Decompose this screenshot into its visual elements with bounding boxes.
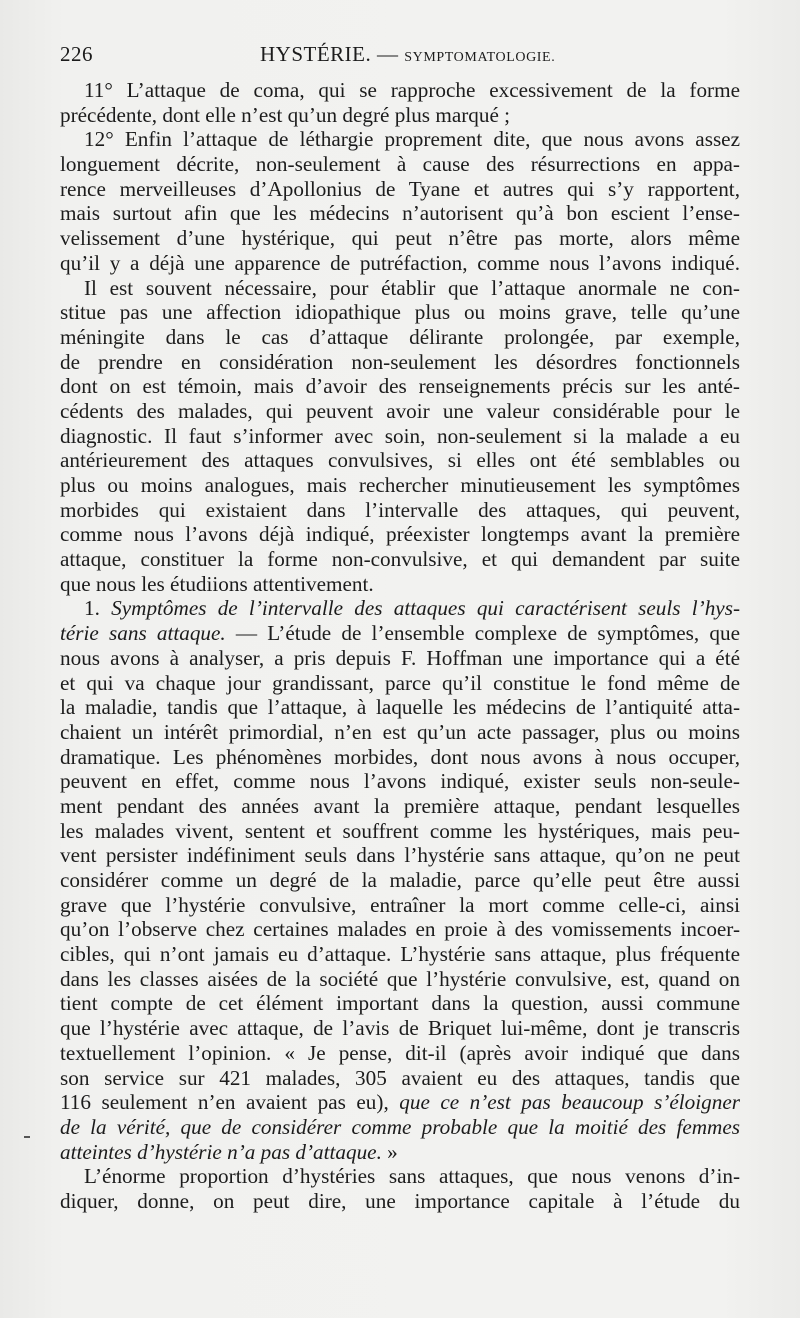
text-line	[60, 720, 740, 745]
text-line	[60, 745, 740, 770]
italic-text: atteintes d’hystérie n’a pas d’attaque.	[60, 1139, 382, 1164]
text-segment: 1.	[84, 596, 112, 621]
text-segment: qu’on l’observe chez certaines malades en proie à des vomissements incoer-	[60, 917, 740, 942]
text-segment: diagnostic. Il faut s’informer avec soin, non-seulement si la malade a eu	[60, 423, 740, 448]
text-segment: qu’il y a déjà une apparence de putréfaction, comme nous l’avons indiqué.	[60, 250, 740, 275]
text-line	[60, 769, 740, 794]
text-line	[60, 276, 740, 301]
text-line	[60, 325, 740, 350]
text-segment: velissement d’une hystérique, qui peut n’être pas morte, alors même	[60, 226, 740, 251]
text-line	[60, 522, 740, 547]
text-line	[60, 251, 740, 276]
body-text	[60, 78, 740, 1214]
text-segment: diquer, donne, on peut dire, une importance capitale à l’étude du	[60, 1188, 740, 1213]
running-title-main: HYSTÉRIE.	[260, 42, 372, 66]
text-segment: que l’hystérie avec attaque, de l’avis de Briquet lui-même, dont je transcris	[60, 1016, 740, 1041]
text-segment: chaient un intérêt primordial, n’en est qu’un acte passager, plus ou moins	[60, 719, 740, 744]
text-line	[60, 967, 740, 992]
text-line	[60, 1164, 740, 1189]
text-line	[60, 621, 740, 646]
text-segment: la maladie, tandis que l’attaque, à laquelle les médecins de l’antiquité atta-	[60, 695, 740, 720]
text-line	[60, 1066, 740, 1091]
text-line	[60, 127, 740, 152]
running-title	[260, 42, 555, 67]
text-line	[60, 596, 740, 621]
text-line	[60, 1115, 740, 1140]
text-line	[60, 1016, 740, 1041]
text-line	[60, 424, 740, 449]
text-line	[60, 695, 740, 720]
text-segment: plus ou moins analogues, mais rechercher minutieusement les symptômes	[60, 473, 740, 497]
text-line	[60, 103, 740, 128]
text-line	[60, 399, 740, 424]
running-header	[60, 42, 740, 72]
text-segment: »	[381, 1139, 398, 1164]
text-segment: méningite dans le cas d’attaque délirante prolongée, par exemple,	[60, 324, 740, 349]
text-line	[60, 671, 740, 696]
text-segment: Il est souvent nécessaire, pour établir que l’attaque anormale ne con-	[84, 275, 740, 300]
text-segment: 116 seulement n’en avaient pas eu),	[60, 1090, 400, 1115]
text-line	[60, 300, 740, 325]
text-segment: et qui va chaque jour grandissant, parce qu’il constitue le fond même de	[60, 670, 740, 695]
text-segment: longuement décrite, non-seulement à cause des résurrections en appa-	[60, 152, 740, 177]
text-segment: de prendre en considération non-seulement les désordres fonctionnels	[60, 349, 740, 374]
text-segment: textuellement l’opinion. « Je pense, dit-il (après avoir indiqué que dans	[60, 1040, 740, 1065]
text-line	[60, 448, 740, 473]
text-segment: dans les classes aisées de la société que l’hystérie convulsive, est, quand on	[60, 966, 740, 991]
text-segment: tient compte de cet élément important dans la question, aussi commune	[60, 991, 740, 1016]
running-title-separator: —	[377, 42, 399, 66]
running-title-subtitle: SYMPTOMATOLOGIE.	[404, 50, 556, 65]
italic-text: que ce n’est pas beaucoup s’éloigner	[399, 1090, 740, 1115]
page-number: 226	[60, 42, 93, 66]
text-segment: considérer comme un degré de la maladie, parce qu’elle peut être aussi	[60, 868, 740, 892]
text-segment: mais surtout afin que les médecins n’autorisent qu’à bon escient l’ense-	[60, 201, 740, 226]
text-segment: stitue pas une affection idiopathique plus ou moins grave, telle qu’une	[60, 300, 740, 325]
text-line	[60, 1041, 740, 1066]
text-segment: cédents des malades, qui peuvent avoir une valeur considérable pour le	[60, 398, 740, 423]
text-segment: — L’étude de l’ensemble complexe de symptômes, que	[225, 621, 740, 646]
text-line	[60, 473, 740, 498]
text-line	[60, 893, 740, 918]
text-line	[60, 1090, 740, 1115]
text-segment: L’énorme proportion d’hystéries sans attaques, que nous venons d’in-	[84, 1164, 740, 1189]
text-segment: grave que l’hystérie convulsive, entraîner la mort comme celle-ci, ainsi	[60, 892, 740, 917]
italic-text: Symptômes de l’intervalle des attaques qui caractérisent seuls l’hys-	[111, 596, 741, 621]
text-line	[60, 177, 740, 202]
text-line	[60, 843, 740, 868]
margin-mark	[24, 1136, 30, 1138]
italic-text: de la vérité, que de considérer comme probable que la moitié des femmes	[60, 1114, 740, 1139]
text-segment: antérieurement des attaques convulsives, si elles ont été semblables ou	[60, 448, 740, 473]
text-line	[60, 942, 740, 967]
text-line	[60, 226, 740, 251]
text-segment: 12° Enfin l’attaque de léthargie proprement dite, que nous avons assez	[84, 127, 740, 152]
text-line	[60, 917, 740, 942]
text-segment: précédente, dont elle n’est qu’un degré plus marqué ;	[60, 102, 511, 127]
text-segment: rence merveilleuses d’Apollonius de Tyane et autres qui s’y rapportent,	[60, 176, 740, 201]
text-segment: attaque, constituer la forme non-convulsive, et qui demandent par suite	[60, 547, 740, 572]
text-line	[60, 78, 740, 103]
text-segment: les malades vivent, sentent et souffrent comme les hystériques, mais peu-	[60, 818, 740, 843]
text-segment: son service sur 421 malades, 305 avaient eu des attaques, tandis que	[60, 1065, 740, 1090]
text-line	[60, 868, 740, 893]
text-line	[60, 350, 740, 375]
text-line	[60, 991, 740, 1016]
text-line	[60, 498, 740, 523]
text-segment: comme nous l’avons déjà indiqué, préexister longtemps avant la première	[60, 522, 740, 547]
italic-text: térie sans attaque.	[60, 621, 226, 646]
text-segment: 11° L’attaque de coma, qui se rapproche excessivement de la forme	[84, 78, 740, 102]
text-line	[60, 646, 740, 671]
text-line	[60, 572, 740, 597]
text-segment: cibles, qui n’ont jamais eu d’attaque. L’hystérie sans attaque, plus fréquente	[60, 942, 740, 967]
text-line	[60, 1189, 740, 1214]
text-segment: que nous les étudiions attentivement.	[60, 571, 374, 596]
text-line	[60, 1140, 740, 1165]
text-line	[60, 152, 740, 177]
text-segment: vent persister indéfiniment seuls dans l’hystérie sans attaque, qu’on ne peut	[60, 843, 740, 868]
text-segment: dramatique. Les phénomènes morbides, dont nous avons à nous occuper,	[60, 744, 740, 769]
text-segment: ment pendant des années avant la première attaque, pendant lesquelles	[60, 793, 740, 818]
text-segment: dont on est témoin, mais d’avoir des renseignements précis sur les anté-	[60, 374, 740, 399]
text-line	[60, 374, 740, 399]
text-line	[60, 547, 740, 572]
text-segment: peuvent en effet, comme nous l’avons indiqué, exister seuls non-seule-	[60, 769, 740, 794]
text-line	[60, 201, 740, 226]
text-segment: morbides qui existaient dans l’intervalle des attaques, qui peuvent,	[60, 497, 740, 522]
text-line	[60, 794, 740, 819]
text-line	[60, 819, 740, 844]
text-segment: nous avons à analyser, a pris depuis F. Hoffman une importance qui a été	[60, 645, 740, 670]
